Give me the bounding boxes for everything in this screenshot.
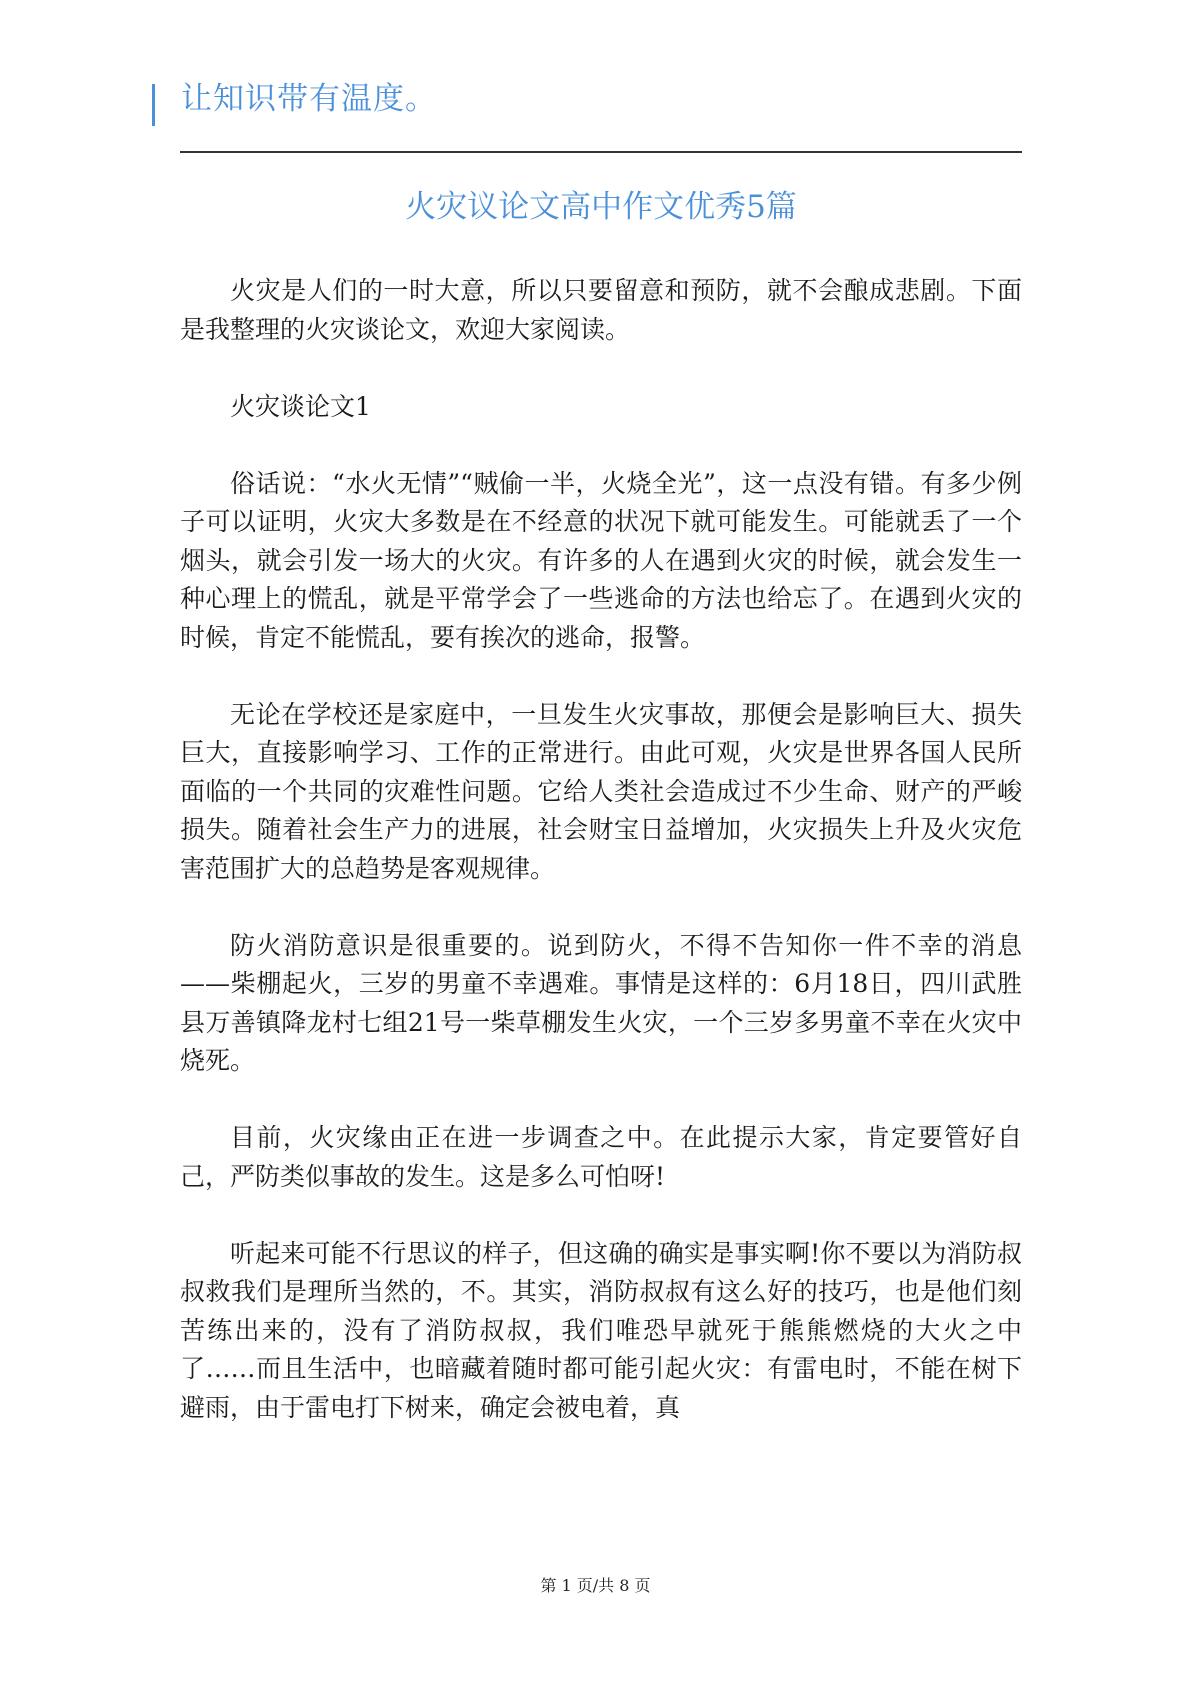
header-slogan: 让知识带有温度。 [181,81,437,117]
intro-paragraph: 火灾是人们的一时大意，所以只要留意和预防，就不会酿成悲剧。下面是我整理的火灾谈论文，欢迎大家阅读。 [180,276,1022,344]
body-paragraph: 俗话说：“水火无情”“贼偷一半，火烧全光”，这一点没有错。有多少例子可以证明，火灾大多数是在不经意的状况下就可能发生。可能就丢了一个烟头，就会引发一场大的火灾。有许多的人在遇到火灾的时候，就会发生一种心理上的慌乱，就是平常学会了一些逃命的方法也给忘了。在遇到火灾的时候，肯定不能慌乱，要有挨次的逃命，报警。 [180,468,1022,652]
body-paragraph: 无论在学校还是家庭中，一旦发生火灾事故，那便会是影响巨大、损失巨大，直接影响学习、工作的正常进行。由此可观，火灾是世界各国人民所面临的一个共同的灾难性问题。它给人类社会造成过不少生命、财产的严峻损失。随着社会生产力的进展，社会财宝日益增加，火灾损失上升及火灾危害范围扩大的总趋势是客观规律。 [180,699,1022,883]
document-body [180,272,1022,1466]
header-accent-bar [152,84,155,126]
body-paragraph: 听起来可能不行思议的样子，但这确的确实是事实啊!你不要以为消防叔叔救我们是理所当然的，不。其实，消防叔叔有这么好的技巧，也是他们刻苦练出来的，没有了消防叔叔，我们唯恐早就死于熊熊燃烧的大火之中了……而且生活中，也暗藏着随时都可能引起火灾：有雷电时，不能在树下避雨，由于雷电打下树来，确定会被电着，真 [180,1238,1022,1422]
body-paragraph: 防火消防意识是很重要的。说到防火，不得不告知你一件不幸的消息——柴棚起火，三岁的男童不幸遇难。事情是这样的：6月18日，四川武胜县万善镇降龙村七组21号一柴草棚发生火灾，一个三岁多男童不幸在火灾中烧死。 [180,930,1022,1075]
document-title: 火灾议论文高中作文优秀5篇 [405,189,797,225]
header-divider [180,151,1022,153]
page-number: 第 1 页/共 8 页 [540,1576,651,1595]
section-heading: 火灾谈论文1 [230,391,371,421]
body-paragraph: 目前，火灾缘由正在进一步调查之中。在此提示大家，肯定要管好自己，严防类似事故的发生。这是多么可怕呀! [180,1123,1022,1191]
